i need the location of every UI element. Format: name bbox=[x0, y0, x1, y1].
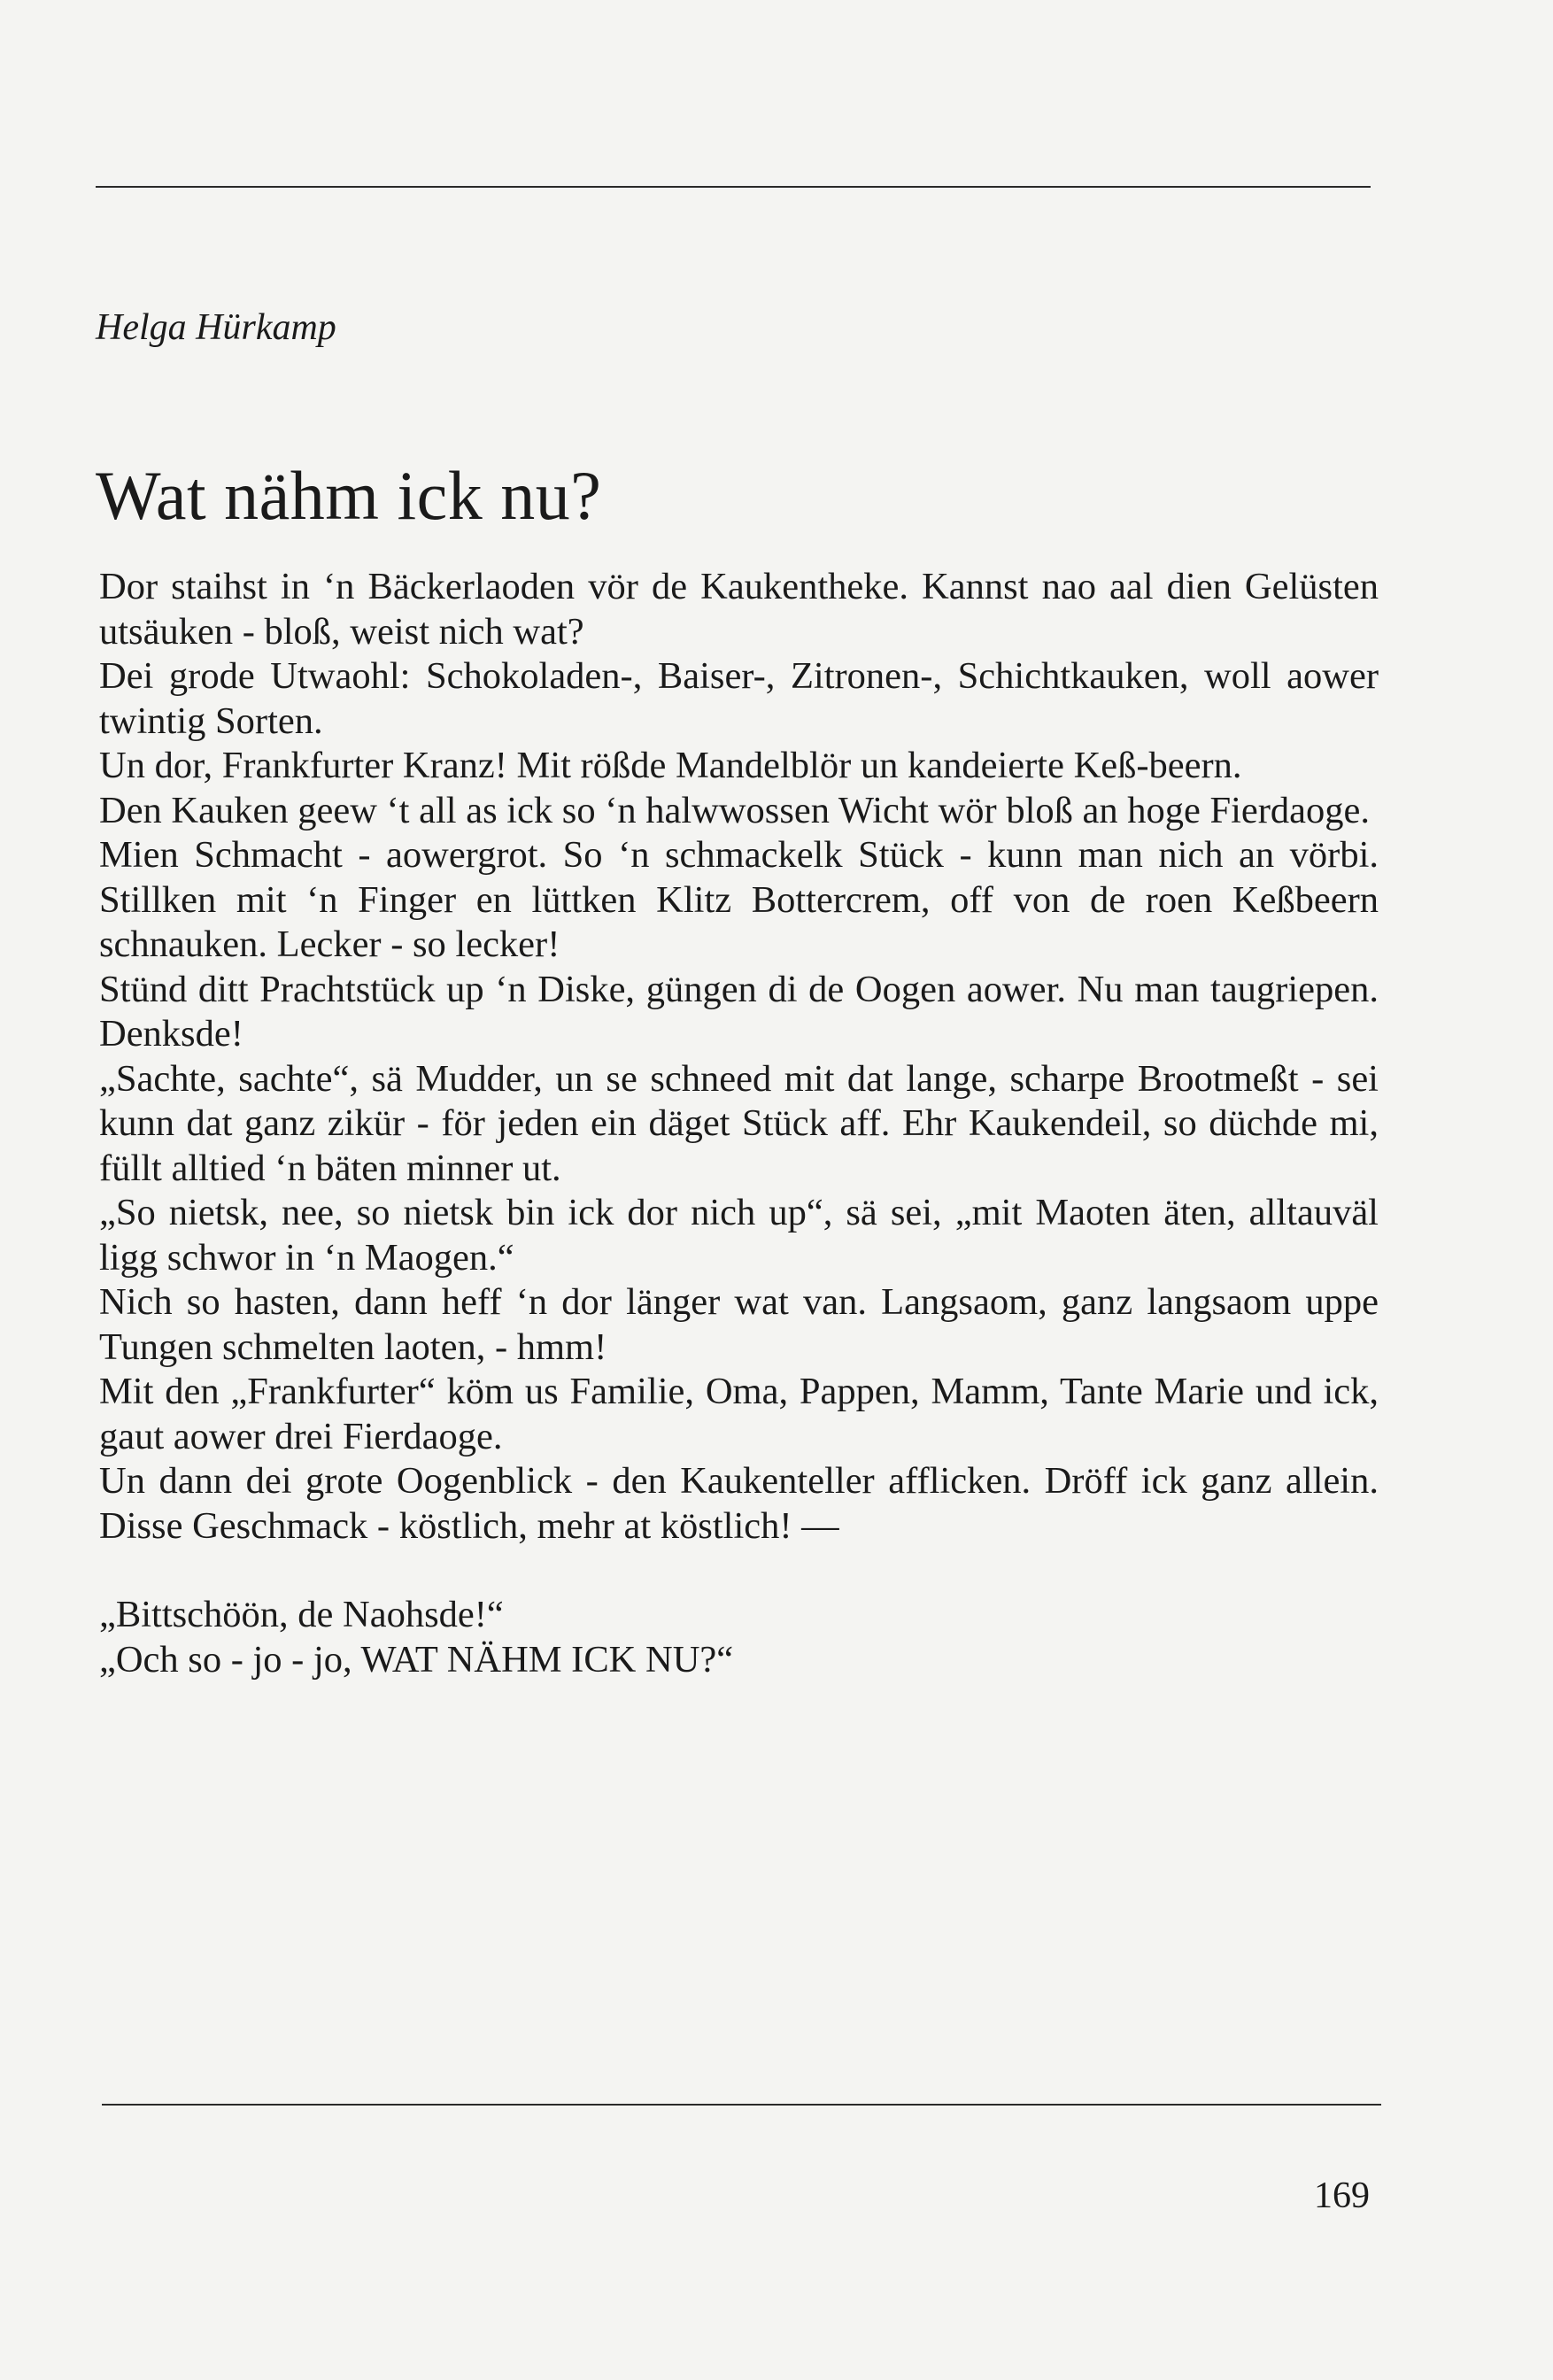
paragraph: Mien Schmacht - aowergrot. So ‘n schmackelk Stück - kunn man nich an vörbi. Stillken mit ‘n Finger en lüttken Klitz Bottercrem, off von de roen Keßbeern schnauken. Lecker - so lecker! bbox=[99, 834, 1379, 965]
closing-line: „Och so - jo - jo, WAT NÄHM ICK NU?“ bbox=[99, 1638, 734, 1681]
top-rule bbox=[96, 186, 1371, 188]
paragraph: Nich so hasten, dann heff ‘n dor länger wat van. Langsaom, ganz langsaom uppe Tungen schmelten laoten, - hmm! bbox=[99, 1281, 1379, 1368]
paragraph: Mit den „Frankfurter“ köm us Familie, Oma, Pappen, Mamm, Tante Marie und ick, gaut aower drei Fierdaoge. bbox=[99, 1371, 1379, 1457]
paragraph-gap bbox=[99, 1549, 1379, 1593]
author-name: Helga Hürkamp bbox=[96, 307, 336, 348]
paragraph: Dei grode Utwaohl: Schokoladen-, Baiser-, Zitronen-, Schichtkauken, woll aower twintig Sorten. bbox=[99, 655, 1379, 742]
paragraph: Dor staihst in ‘n Bäckerlaoden vör de Kaukentheke. Kannst nao aal dien Gelüsten utsäuken - bloß, weist nich wat? bbox=[99, 566, 1379, 653]
story-body bbox=[99, 565, 1379, 1682]
page-number: 169 bbox=[1314, 2175, 1370, 2216]
paragraph: Stünd ditt Prachtstück up ‘n Diske, güngen di de Oogen aower. Nu man taugriepen. Denksde! bbox=[99, 968, 1379, 1055]
paragraph: Un dann dei grote Oogenblick - den Kaukenteller afflicken. Dröff ick ganz allein. Disse Geschmack - köstlich, mehr at köstlich! — bbox=[99, 1460, 1379, 1547]
paragraph: „So nietsk, nee, so nietsk bin ick dor nich up“, sä sei, „mit Maoten äten, alltauväl ligg schwor in ‘n Maogen.“ bbox=[99, 1192, 1379, 1279]
bottom-rule bbox=[102, 2104, 1381, 2106]
closing-line: „Bittschöön, de Naohsde!“ bbox=[99, 1594, 504, 1635]
paragraph: Un dor, Frankfurter Kranz! Mit rößde Mandelblör un kandeierte Keß-beern. bbox=[99, 745, 1242, 786]
story-title: Wat nähm ick nu? bbox=[96, 457, 602, 534]
paragraph: „Sachte, sachte“, sä Mudder, un se schneed mit dat lange, scharpe Brootmeßt - sei kunn dat ganz zikür - för jeden ein däget Stück aff. Ehr Kaukendeil, so düchde mi, füllt alltied ‘n bäten minner ut. bbox=[99, 1057, 1379, 1189]
paragraph: Den Kauken geew ‘t all as ick so ‘n halwwossen Wicht wör bloß an hoge Fierdaoge. bbox=[99, 789, 1371, 831]
